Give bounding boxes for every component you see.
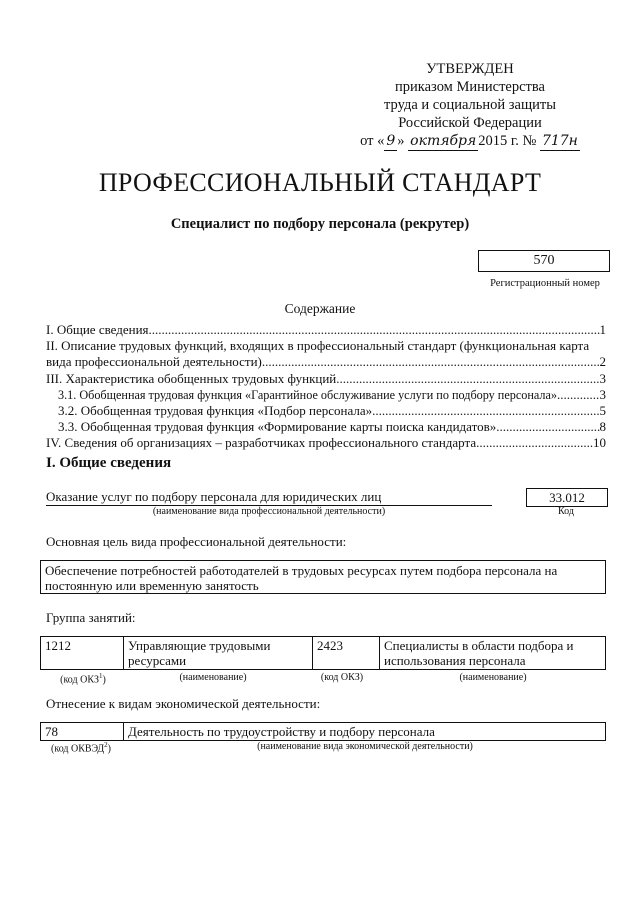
code-caption: Код (558, 506, 574, 517)
toc-item[interactable]: вида профессиональной деятельности) ..... 2 (46, 354, 606, 370)
table-row (41, 723, 606, 741)
okved-table (40, 722, 606, 741)
okved-code-caption: (код ОКВЭД$^2$) (51, 741, 111, 755)
approval-day: 9 (386, 133, 396, 149)
okz-caption: (код ОКЗ) (320, 672, 364, 683)
okz-code: 1212 (41, 637, 124, 670)
okz-name-caption: (наименование) (459, 672, 527, 683)
toc-item[interactable]: 3.1. Обобщенная трудовая функция «Гарантийное обслуживание услуги по подбору персонала» ..... 3 (46, 387, 606, 403)
okved-name: Деятельность по трудоустройству и подбору персонала (124, 723, 606, 741)
table-of-contents (46, 322, 606, 452)
activity-caption: (наименование вида профессиональной деятельности) (152, 506, 386, 517)
toc-item[interactable]: 3.3. Обобщенная трудовая функция «Формирование карты поиска кандидатов» ..... 8 (46, 419, 606, 435)
okz-code: 2423 (313, 637, 380, 670)
okz-caption: (код ОКЗ$^1$) (60, 672, 106, 686)
okz-name: Специалисты в области подбора и использования персонала (380, 637, 606, 670)
activity-code: 33.012 (526, 488, 608, 507)
activity-name: Оказание услуг по подбору персонала для юридических лиц (46, 489, 492, 506)
toc-item[interactable]: IV. Сведения об организациях – разработчиках профессионального стандарта ..... 10 (46, 435, 606, 451)
registration-label: Регистрационный номер (490, 278, 600, 289)
goal-text: постоянную или временную занятость (45, 578, 259, 593)
group-label: Группа занятий: (46, 610, 136, 625)
okz-name-caption: (наименование) (179, 672, 247, 683)
approval-title: УТВЕРЖДЕН (426, 61, 514, 77)
goal-text: Обеспечение потребностей работодателей в трудовых ресурсах путем подбора персонала на (45, 563, 558, 578)
okved-name-caption: (наименование вида экономической деятельности) (257, 741, 473, 752)
toc-item[interactable]: I. Общие сведения ..... 1 (46, 322, 606, 338)
approval-number: 717н (541, 133, 578, 149)
okved-code: 78 (41, 723, 124, 741)
okz-name: Управляющие трудовыми ресурсами (124, 637, 313, 670)
occupation-group-table (40, 636, 606, 670)
okved-label: Отнесение к видам экономической деятельности: (46, 696, 321, 711)
approval-line: приказом Министерства (395, 79, 545, 95)
approval-month: октября (410, 133, 477, 149)
toc-item[interactable]: II. Описание трудовых функций, входящих в профессиональный стандарт (функциональная карта (46, 338, 590, 354)
goal-label: Основная цель вида профессиональной деятельности: (46, 534, 347, 549)
approval-date: от « 9 » октября 2015 г. № 717н (360, 133, 578, 149)
page-subtitle: Специалист по подбору персонала (рекрутер) (170, 216, 470, 232)
approval-block (350, 60, 590, 151)
page-title: ПРОФЕССИОНАЛЬНЫЙ СТАНДАРТ (98, 168, 542, 197)
table-row (41, 637, 606, 670)
section-heading: I. Общие сведения (46, 455, 172, 471)
toc-item[interactable]: III. Характеристика обобщенных трудовых функций ..... 3 (46, 371, 606, 387)
toc-item[interactable]: 3.2. Обобщенная трудовая функция «Подбор персонала» ..... 5 (46, 403, 606, 419)
goal-box (40, 560, 606, 594)
registration-number: 570 (478, 250, 610, 272)
toc-title: Содержание (284, 301, 356, 316)
approval-line: труда и социальной защиты (384, 97, 556, 113)
approval-line: Российской Федерации (398, 115, 542, 131)
